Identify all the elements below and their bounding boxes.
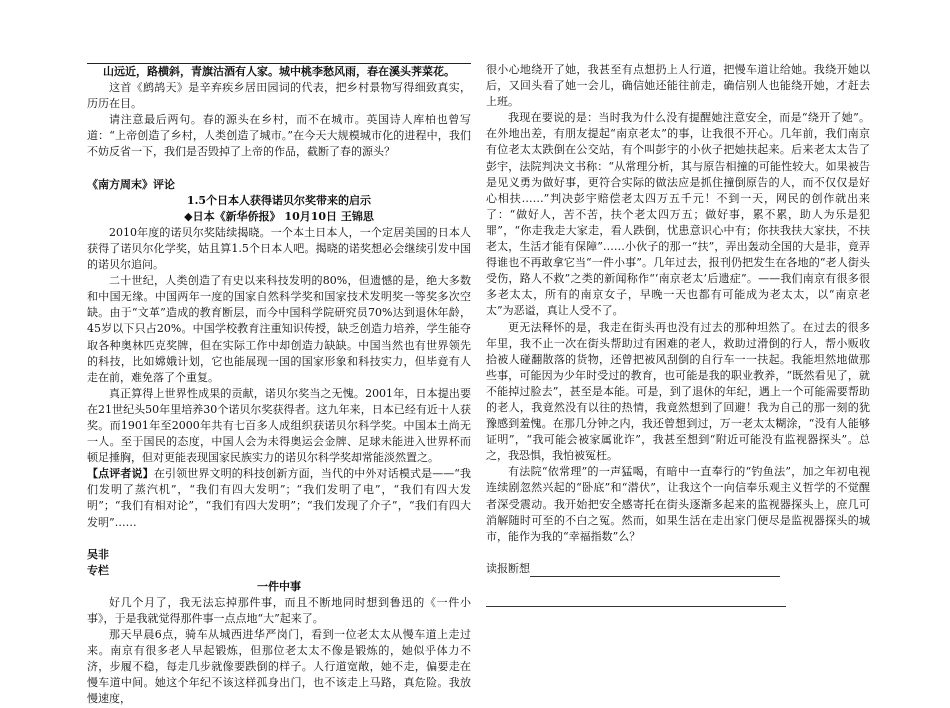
commentary (87, 466, 471, 530)
commentary-label: 【点评者说】 (87, 467, 154, 481)
commentary-text: 在引领世界文明的科技创新方面，当代的中外对话模式是——“我们发明了蒸汽机”，“我们有四大发明”；“我们发明了电”，“我们有四大发明”；“我们有相对论”，“我们有四大发明”；“我们发现了介子”，“我们有四大发明”…… (87, 467, 472, 529)
poem-commentary: 这首《鹧鸪天》是辛弃疾乡居田园词的代表，把乡村景物写得细致真实，历历在目。 (87, 81, 471, 111)
essay-paragraph: 我现在要说的是：当时我为什么没有提醒她注意安全，而是“绕开了她”。在外地出差，有朋友提起“南京老太”的事，让我很不开心。几年前，我们南京有位老太太跌倒在公交站，有个叫彭宇的小伙子把她扶起来。后来老太太告了彭宇，法院判决文书称：“从常理分析，其与原告相撞的可能性较大。如果被告是见义勇为做好事，更符合实际的做法应是抓住撞倒原告的人，而不仅仅是好心相扶……”判决彭宇赔偿老太四万五千元！不到一天，网民的创作就出来了：“做好人，苦不苦，扶个老太四万五；做好事，累不累，助人为乐是犯罪”，“你走我走大家走，看人跌倒，忧患意识心中有；你扶我扶大家扶，不扶老太，生活才能有保障”……小伙子的那一“扶”，弄出轰动全国的大是非，竟弄得谁也不再敢拿它当“一件小事”。几年过去，报刊仍把发生在各地的“老人街头受伤，路人不救”之类的新闻称作“‘南京老太’后遗症”。——我们南京有很多很多老太太，所有的南京女子，早晚一天也都有可能成为老太太，以“南京老太”为恶谥，真让人受不了。 (486, 111, 870, 318)
article-byline: ◆日本《新华侨报》 10月10日 王锦思 (184, 209, 374, 223)
essay-continuation: 很小心地绕开了她，我甚至有点想扔上人行道，把慢车道让给她。我绕开她以后，又回头看了她一会儿，确信她还能往前走，确信别人也能绕开她，才赶去上班。 (486, 63, 870, 109)
essay-paragraph: 那天早晨6点，骑车从城西进华严岗门，看到一位老太太从慢车道上走过来。南京有很多老人早起锻炼，但那位老太太不像是锻炼的，她似乎体力不济，步履不稳，每走几步就像要跌倒的样子。人行道宽敞，她不走，偏要走在慢车道中间。她这个年纪不该这样孤身出门，也不该走上马路，真危险。我放慢速度， (87, 628, 471, 706)
right-column (486, 62, 870, 607)
article-paragraph: 真正算得上世界性成果的贡献，诺贝尔奖当之无愧。2001年，日本提出要在21世纪头50年里培养30个诺贝尔奖获得者。这九年来，日本已经有近十人获奖。而1901年至2000年共有七百多人成组织获诺贝尔科学奖。中国本土尚无一人。至于国民的态度，中国人会为未得奥运会金牌、足球未能进入世界杯而顿足捶胸，但对更能表现国家民族实力的诺贝尔科学奖却常能淡然置之。 (87, 386, 471, 465)
essay-author: 吴非 (87, 547, 109, 561)
article-paragraph: 2010年度的诺贝尔奖陆续揭晓。一个本土日本人，一个定居美国的日本人获得了诺贝尔化学奖，姑且算1.5个日本人吧。揭晓的诺奖想必会继续引发中国的诺贝尔追问。 (87, 225, 471, 272)
poem-reflection: 请注意最后两句。春的源头在乡村，而不在城市。英国诗人库柏也曾写道：“上帝创造了乡村，人类创造了城市。”在今天大规模城市化的进程中，我们不妨反省一下，我们是否毁掉了上帝的作品，截断了春的源头？ (87, 113, 471, 159)
review-source: 《南方周末》评论 (87, 177, 175, 191)
poem-line: 山远近，路横斜，青旗沽酒有人家。城中桃李愁风雨，春在溪头荠菜花。 (103, 65, 455, 78)
column-label: 专栏 (87, 563, 109, 577)
essay-paragraph: 更无法释怀的是，我走在街头再也没有过去的那种坦然了。在过去的很多年里，我不止一次在街头帮助过有困难的老人，救助过滑倒的行人，帮小贩收拾被人碰翻散落的货物，还曾把被风刮倒的自行车一一扶起。我能坦然地做那些事，可能因为少年时受过的教育，也可能是我的职业教养，“既然看见了，就不能掉过脸去”，甚至是本能。可是，到了退休的年纪，遇上一个可能需要帮助的老人，我竟然没有以往的热情，我竟然想到了回避！我为自己的那一刻的犹豫感到羞愧。在那几分钟之内，我还曾想到过，万一老太太糊涂，“没有人能够证明”，“我可能会被家属讹诈”，我甚至想到“附近可能没有监视器探头”。总之，我恐惧，我怕被冤枉。 (486, 320, 870, 463)
answer-line[interactable] (530, 564, 780, 577)
essay-title: 一件中事 (257, 579, 301, 593)
answer-line[interactable] (486, 594, 786, 607)
essay-paragraph: 好几个月了，我无法忘掉那件事，而且不断地同时想到鲁迅的《一件小事》，于是我就觉得那件事一点点地“大”起来了。 (87, 595, 471, 625)
reading-notes (486, 561, 870, 577)
reading-notes-label: 读报断想 (486, 561, 530, 575)
left-column (87, 62, 471, 708)
essay-paragraph: 有法院“依常理”的一声猛喝，有暗中一直奉行的“钓鱼法”，加之年初电视连续剧忽然兴起的“卧底”和“潜伏”，让我这个一向信奉乐观主义哲学的不觉醒者深受震动。我开始把安全感寄托在街头逐渐多起来的监视器探头上，庶几可消解随时可至的不白之冤。然而，如果生活在走出家门便尽是监视器探头的城市，能作为我的“幸福指数”么？ (486, 465, 870, 543)
article-paragraph: 二十世纪，人类创造了有史以来科技发明的80%，但遗憾的是，绝大多数和中国无缘。中国两年一度的国家自然科学奖和国家技术发明奖一等奖多次空缺。由于“文革”造成的教育断层，而今中国科学院研究员70%达到退休年龄，45岁以下只占20%。中国学校教育注重知识传授，缺乏创造力培养，学生能夺取各种奥林匹克奖牌，但在实际工作中却创造力缺缺。中国当然也有世界领先的科技，比如嫦娥计划，它也能展现一国的国家形象和科技实力，但毕竟有人走在前，难免落了个重复。 (87, 274, 471, 384)
article-title: 1.5个日本人获得诺贝尔奖带来的启示 (186, 193, 372, 207)
